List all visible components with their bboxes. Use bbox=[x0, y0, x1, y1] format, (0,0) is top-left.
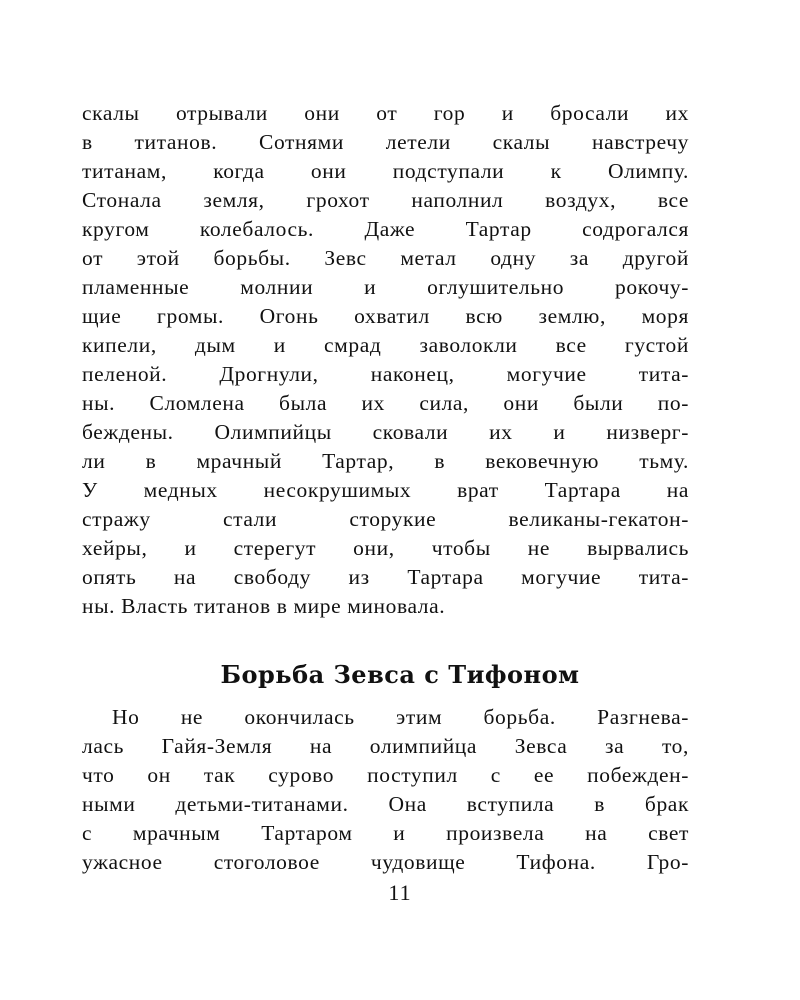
text-line: хейры, и стерегут они, чтобы не вырвались bbox=[82, 536, 689, 560]
text-line: кипели, дым и смрад заволокли все густой bbox=[82, 333, 689, 357]
text-line: ны. Сломлена была их сила, они были по- bbox=[82, 391, 689, 415]
text-line: Стонала земля, грохот наполнил воздух, все bbox=[82, 188, 689, 212]
text-line: скалы отрывали они от гор и бросали их bbox=[82, 101, 689, 125]
text-line: опять на свободу из Тартара могучие тита- bbox=[82, 565, 689, 589]
text-line: в титанов. Сотнями летели скалы навстречу bbox=[82, 130, 689, 154]
text-line: ны. Власть титанов в мире миновала. bbox=[82, 594, 446, 618]
section-heading: Борьба Зевса с Тифоном bbox=[220, 660, 580, 689]
page-number: 11 bbox=[388, 880, 412, 905]
text-line: ли в мрачный Тартар, в вековечную тьму. bbox=[82, 449, 689, 473]
text-line: с мрачным Тартаром и произвела на свет bbox=[82, 821, 689, 845]
text-line: ужасное стоголовое чудовище Тифона. Гро- bbox=[82, 850, 689, 874]
text-line: беждены. Олимпийцы сковали их и низверг- bbox=[82, 420, 689, 444]
text-line: что он так сурово поступил с ее побежден- bbox=[82, 763, 689, 787]
text-line: У медных несокрушимых врат Тартара на bbox=[82, 478, 689, 502]
text-line: ными детьми-титанами. Она вступила в брак bbox=[82, 792, 689, 816]
text-line: от этой борьбы. Зевс метал одну за другой bbox=[82, 246, 689, 270]
text-line: стражу стали сторукие великаны-гекатон- bbox=[82, 507, 689, 531]
text-line: пеленой. Дрогнули, наконец, могучие тита- bbox=[82, 362, 689, 386]
text-line: титанам, когда они подступали к Олимпу. bbox=[82, 159, 689, 183]
text-line: кругом колебалось. Даже Тартар содрогался bbox=[82, 217, 689, 241]
text-line: щие громы. Огонь охватил всю землю, моря bbox=[82, 304, 689, 328]
text-line: лась Гайя-Земля на олимпийца Зевса за то, bbox=[82, 734, 689, 758]
text-line: пламенные молнии и оглушительно рокочу- bbox=[82, 275, 689, 299]
text-line: Но не окончилась этим борьба. Разгнева- bbox=[112, 705, 689, 729]
